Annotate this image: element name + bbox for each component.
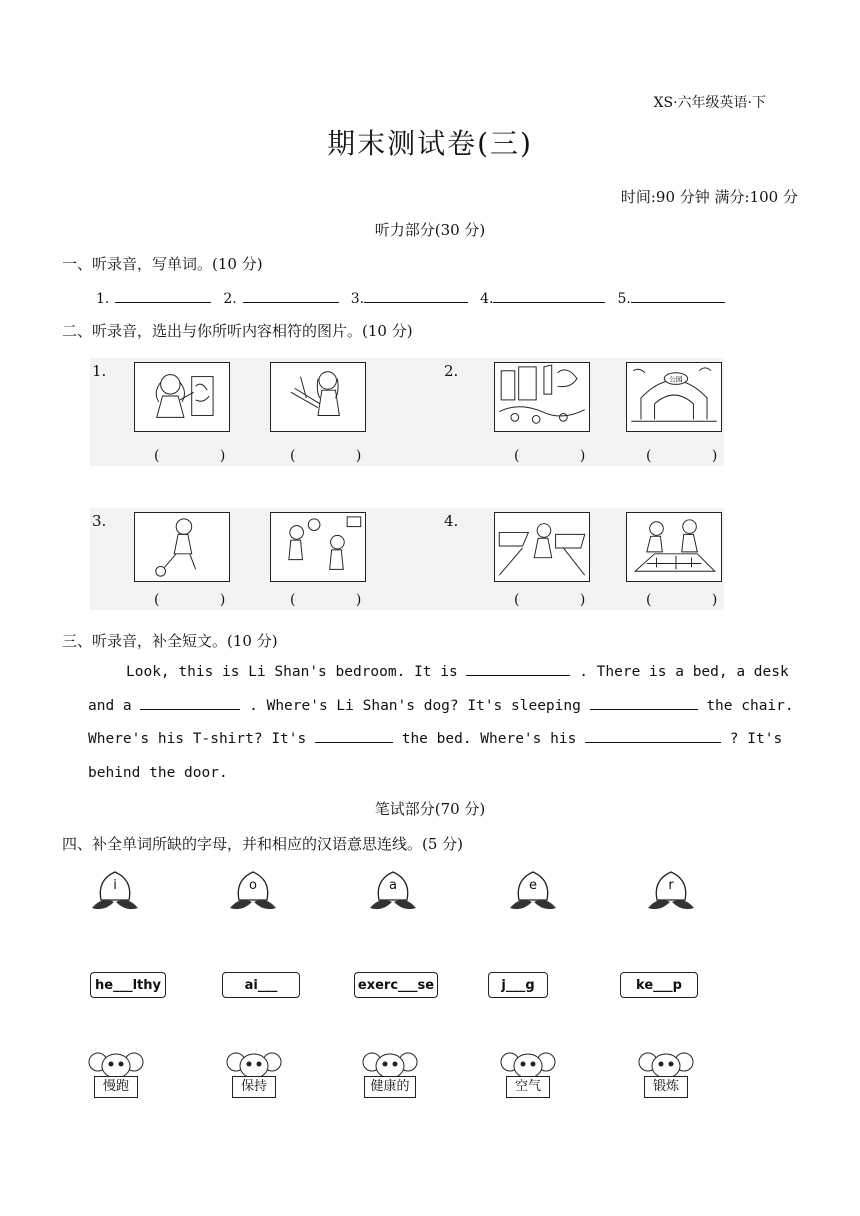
written-part-heading: 笔试部分(70 分) — [374, 800, 486, 818]
meaning-card-healthy[interactable] — [362, 1048, 418, 1104]
blank-4[interactable] — [480, 288, 605, 307]
peach-letter: e — [529, 878, 537, 893]
section1-heading: 一、听录音，写单词。(10 分) — [62, 255, 263, 273]
park-sign-text: 公园 — [669, 375, 683, 384]
section2-heading: 二、听录音，选出与你所听内容相符的图片。(10 分) — [62, 322, 413, 340]
word-box-air[interactable]: ai___ — [222, 972, 300, 998]
peach-letter: a — [389, 878, 397, 893]
peach-letter-r[interactable] — [646, 870, 696, 912]
section1-blanks — [96, 288, 725, 307]
passage-text: Look, this is Li Shan's bedroom. It is — [126, 664, 458, 680]
blank-3[interactable] — [351, 288, 468, 307]
answer-line[interactable] — [631, 288, 725, 303]
passage-line-2 — [88, 690, 800, 724]
answer-paren[interactable]: ( ) — [290, 448, 390, 464]
meaning-card-jog[interactable] — [88, 1048, 144, 1104]
passage-text: ? It's — [729, 731, 783, 747]
answer-paren[interactable]: ( ) — [514, 448, 614, 464]
meaning-label: 保持 — [232, 1076, 276, 1098]
passage-text: the chair. — [706, 697, 794, 714]
blank-number: 3. — [350, 291, 365, 307]
answer-line[interactable] — [466, 661, 570, 676]
peach-letter: r — [668, 878, 674, 893]
section4-heading: 四、补全单词所缺的字母，并和相应的汉语意思连线。(5 分) — [62, 835, 464, 853]
meaning-card-exercise[interactable] — [638, 1048, 694, 1104]
q2-number-1: 1. — [92, 362, 107, 380]
answer-paren[interactable]: ( ) — [154, 592, 254, 608]
blank-1[interactable] — [96, 288, 211, 307]
word-box-exercise[interactable]: exerc___se — [354, 972, 438, 998]
passage-text: . Where's Li Shan's dog? It's sleeping — [249, 697, 581, 714]
answer-line[interactable] — [243, 288, 339, 303]
passage-line-4 — [88, 757, 800, 791]
section3-passage — [88, 656, 800, 790]
passage-line-1 — [88, 656, 800, 690]
passage-text: behind the door. — [88, 764, 228, 781]
word-box-keep[interactable]: ke___p — [620, 972, 698, 998]
meaning-card-keep[interactable] — [226, 1048, 282, 1104]
q2-number-4: 4. — [444, 512, 459, 530]
blank-number: 2. — [223, 291, 237, 307]
blank-number: 5. — [617, 291, 631, 307]
peach-letter: i — [113, 878, 117, 893]
peach-letter-o[interactable] — [228, 870, 278, 912]
passage-text: the bed. Where's his — [401, 731, 577, 747]
answer-line[interactable] — [493, 288, 605, 303]
blank-5[interactable] — [617, 288, 724, 307]
passage-line-3 — [88, 723, 800, 757]
picture-boy-football[interactable] — [134, 512, 230, 582]
answer-paren[interactable]: ( ) — [154, 448, 254, 464]
picture-picnic[interactable] — [626, 512, 722, 582]
q2-number-2: 2. — [444, 362, 459, 380]
picture-boys-basketball[interactable] — [270, 512, 366, 582]
picture-city-street[interactable] — [494, 362, 590, 432]
page-title: 期末测试卷(三) — [327, 127, 533, 160]
listening-part-heading: 听力部分(30 分) — [374, 221, 486, 239]
answer-line[interactable] — [115, 288, 211, 303]
peach-letter-e[interactable] — [508, 870, 558, 912]
answer-line[interactable] — [315, 728, 393, 743]
peach-letter-a[interactable] — [368, 870, 418, 912]
blank-number: 1. — [96, 291, 110, 307]
answer-line[interactable] — [585, 728, 721, 743]
passage-text: and a — [88, 697, 132, 714]
picture-girl-painting[interactable] — [134, 362, 230, 432]
q2-number-3: 3. — [92, 512, 107, 530]
picture-girl-piano[interactable] — [270, 362, 366, 432]
passage-text: . There is a bed, a desk — [579, 664, 789, 680]
blank-2[interactable] — [223, 288, 338, 307]
passage-text: Where's his T-shirt? It's — [88, 731, 307, 747]
meaning-card-air[interactable] — [500, 1048, 556, 1104]
peach-letter: o — [249, 878, 257, 893]
answer-paren[interactable]: ( ) — [646, 448, 746, 464]
answer-paren[interactable]: ( ) — [646, 592, 746, 608]
picture-boy-market[interactable] — [494, 512, 590, 582]
answer-line[interactable] — [140, 695, 240, 710]
word-box-healthy[interactable]: he___lthy — [90, 972, 166, 998]
meaning-label: 健康的 — [364, 1076, 416, 1098]
meaning-label: 空气 — [506, 1076, 550, 1098]
peach-letter-i[interactable] — [90, 870, 140, 912]
meaning-label: 锻炼 — [644, 1076, 688, 1098]
exam-time-score: 时间:90 分钟 满分:100 分 — [620, 188, 798, 206]
section3-heading: 三、听录音，补全短文。(10 分) — [62, 632, 278, 650]
meaning-label: 慢跑 — [94, 1076, 138, 1098]
answer-line[interactable] — [590, 695, 698, 710]
answer-line[interactable] — [364, 288, 468, 303]
answer-paren[interactable]: ( ) — [514, 592, 614, 608]
picture-park-gate[interactable] — [626, 362, 722, 432]
book-header: XS·六年级英语·下 — [653, 95, 766, 111]
word-box-jog[interactable]: j___g — [488, 972, 548, 998]
answer-paren[interactable]: ( ) — [290, 592, 390, 608]
blank-number: 4. — [480, 291, 494, 307]
